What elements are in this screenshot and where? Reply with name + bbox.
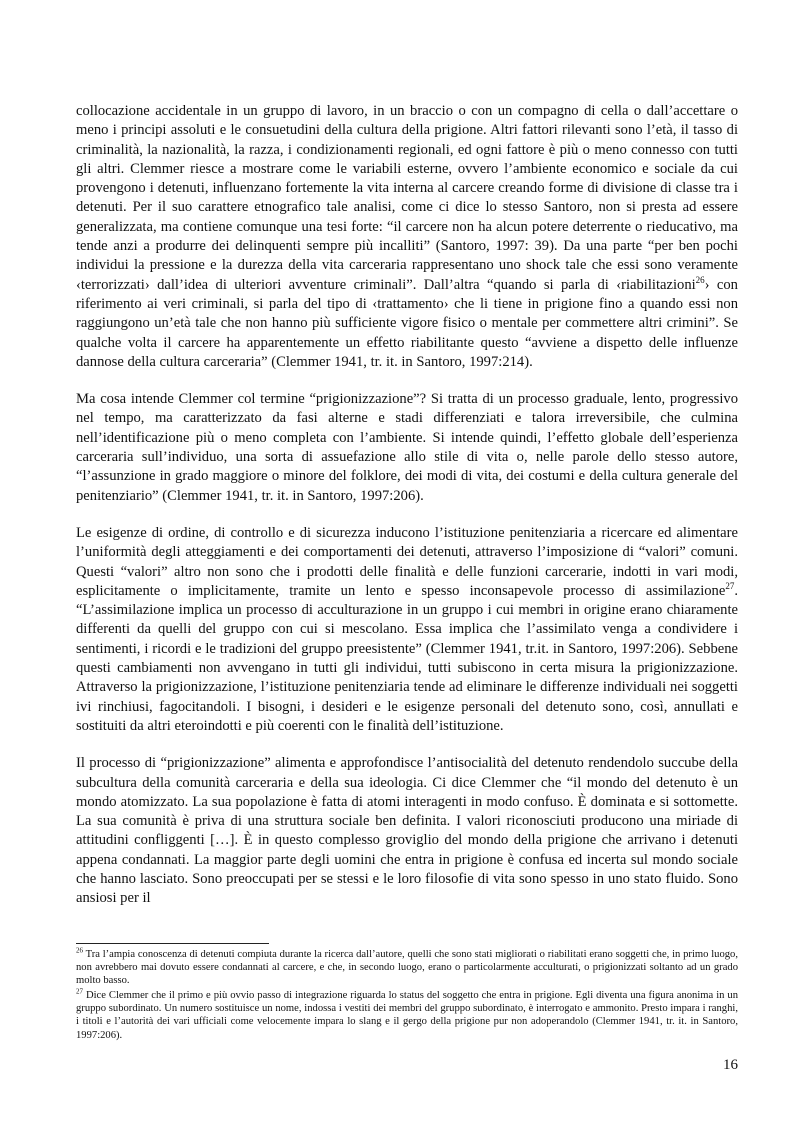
footnote-reference[interactable]: 26 bbox=[695, 274, 705, 285]
footnote bbox=[76, 989, 738, 1041]
paragraph bbox=[76, 754, 738, 908]
paragraph bbox=[76, 390, 738, 506]
footnote-text: Dice Clemmer che il primo e più ovvio passo di integrazione riguarda lo status del soggetto che entra in prigione. Egli diventa una figura anonima in un gruppo subordinato. Un numero sostituisce un nome, indossa i vestiti dei membri del gruppo subordinato, è interrogato e ammonito. Presto impara i ranghi, i titoli e l’autorità dei vari ufficiali come velocemente impara lo slang e il gergo della prigione pur non adoperandolo (Clemmer 1941, tr. it. in Santoro, 1997:206). bbox=[76, 990, 738, 1041]
footnote-number: 26 bbox=[76, 946, 83, 955]
paragraph bbox=[76, 102, 738, 372]
footnote bbox=[76, 948, 738, 987]
footnote-reference[interactable]: 27 bbox=[725, 580, 735, 591]
paragraph bbox=[76, 524, 738, 736]
paragraph-text: Il processo di “prigionizzazione” alimenta e approfondisce l’antisocialità del detenuto rendendolo succube della subcultura della comunità carceraria e della sua ideologia. Ci dice Clemmer che “il mondo del detenuto è un mondo atomizzato. La sua popolazione è fatta di atomi interagenti in modo confuso. È dominata e si sottomette. La sua comunità è priva di una struttura sociale ben definita. I valori riconosciuti producono una miriade di attitudini confliggenti […]. È in questo complesso groviglio del mondo della prigione che arrivano i detenuti appena condannati. La maggior parte degli uomini che entra in prigione è confusa ed incerta sul mondo sociale che hanno lasciato. Sono preoccupati per se stessi e le loro filosofie di vita sono spesso in uno stato fluido. Sono ansiosi per il bbox=[76, 755, 738, 907]
footnote-separator bbox=[76, 943, 269, 944]
paragraph-text: . “L’assimilazione implica un processo di acculturazione in un gruppo i cui membri in origine erano chiaramente differenti da quelli del gruppo con cui si mescolano. Essa implica che l’assimilato venga a condividere i sentimenti, i ricordi e le tradizioni del gruppo preesistente” (Clemmer 1941, tr.it. in Santoro, 1997:206). Sebbene questi cambiamenti non avvengano in tutti gli individui, tutti subiscono in certa misura la prigionizzazione. Attraverso la prigionizzazione, l’istituzione penitenziaria tende ad eliminare le differenze individuali nei soggetti ivi rinchiusi, fagocitandoli. I bisogni, i desideri e le esigenze personali del detenuto sono, così, annullati e sostituiti da altri eteroindotti e più coerenti con le finalità dell’istituzione. bbox=[76, 582, 738, 734]
footnote-text: Tra l’ampia conoscenza di detenuti compiuta durante la ricerca dall’autore, quelli che sono stati migliorati o riabilitati erano soggetti che, in primo luogo, non avrebbero mai dovuto essere condannati al carcere, e che, in secondo luogo, erano o particolarmente acculturati, o prigionizzati soltanto ad un grado molto basso. bbox=[76, 949, 738, 987]
paragraph-text: Le esigenze di ordine, di controllo e di sicurezza inducono l’istituzione penitenziaria a ricercare ed alimentare l’uniformità degli atteggiamenti e dei comportamenti dei detenuti, attraverso l’imposizione di “valori” comuni. Questi “valori” altro non sono che i prodotti delle finalità e delle funzioni carcerarie, indotti in vari modi, esplicitamente o implicitamente, tramite un lento e spesso inconsapevole processo di assimilazione bbox=[76, 524, 738, 599]
paragraph-text: collocazione accidentale in un gruppo di lavoro, in un braccio o con un compagno di cella o dall’accettare o meno i principi assoluti e le consuetudini della cultura della prigione. Altri fattori rilevanti sono l’età, il tasso di criminalità, la nazionalità, la razza, i condizionamenti regionali, ed ogni fattore è più o meno connesso con tutti gli altri. Clemmer riesce a mostrare come le variabili esterne, ovvero l’ambiente economico e sociale da cui provengono i detenuti, influenzano fortemente la vita interna al carcere creando forme di divisione di classe tra i detenuti. Per il suo carattere etnografico tale analisi, come ci dice lo stesso Santoro, non si presta ad essere generalizzata, ma contiene comunque una tesi forte: “il carcere non ha alcun potere deterrente o rieducativo, ma tende anzi a produrre dei delinquenti sempre più incalliti” (Santoro, 1997: 39). Da una parte “per ben pochi individui la pressione e la durezza della vita carceraria rappresentano uno shock tale che essi sono veramente ‹terrorizzati› dall’idea di ulteriori avventure criminali”. Dall’altra “quando si parla di ‹riabilitazioni bbox=[76, 103, 738, 293]
footnotes bbox=[76, 948, 738, 1044]
paragraph-text: › con riferimento ai veri criminali, si parla del tipo di ‹trattamento› che li tiene in prigione fino a quando essi non raggiungono un’età tale che non hanno più sufficiente vigore fisico o mentale per commettere altri crimini”. Se qualche volta il carcere ha apparentemente un effetto riabilitante questo “avviene a dispetto delle influenze dannose della cultura carceraria” (Clemmer 1941, tr. it. in Santoro, 1997:214). bbox=[76, 276, 738, 370]
paragraph-text: Ma cosa intende Clemmer col termine “prigionizzazione”? Si tratta di un processo graduale, lento, progressivo nel tempo, ma caratterizzato da fasi alterne e stadi differenziati e talora irreversibile, che culmina nell’identificazione più o meno completa con l’ambiente. Si intende quindi, l’effetto globale dell’esperienza carceraria sull’individuo, una sorta di assuefazione allo stile di vita o, nelle parole dello stesso autore, “l’assunzione in grado maggiore o minore del folklore, dei modi di vita, dei costumi e della cultura generale del penitenziario” (Clemmer 1941, tr. it. in Santoro, 1997:206). bbox=[76, 391, 738, 504]
page-number: 16 bbox=[723, 1057, 738, 1073]
main-text bbox=[76, 102, 738, 927]
footnote-number: 27 bbox=[76, 987, 83, 996]
